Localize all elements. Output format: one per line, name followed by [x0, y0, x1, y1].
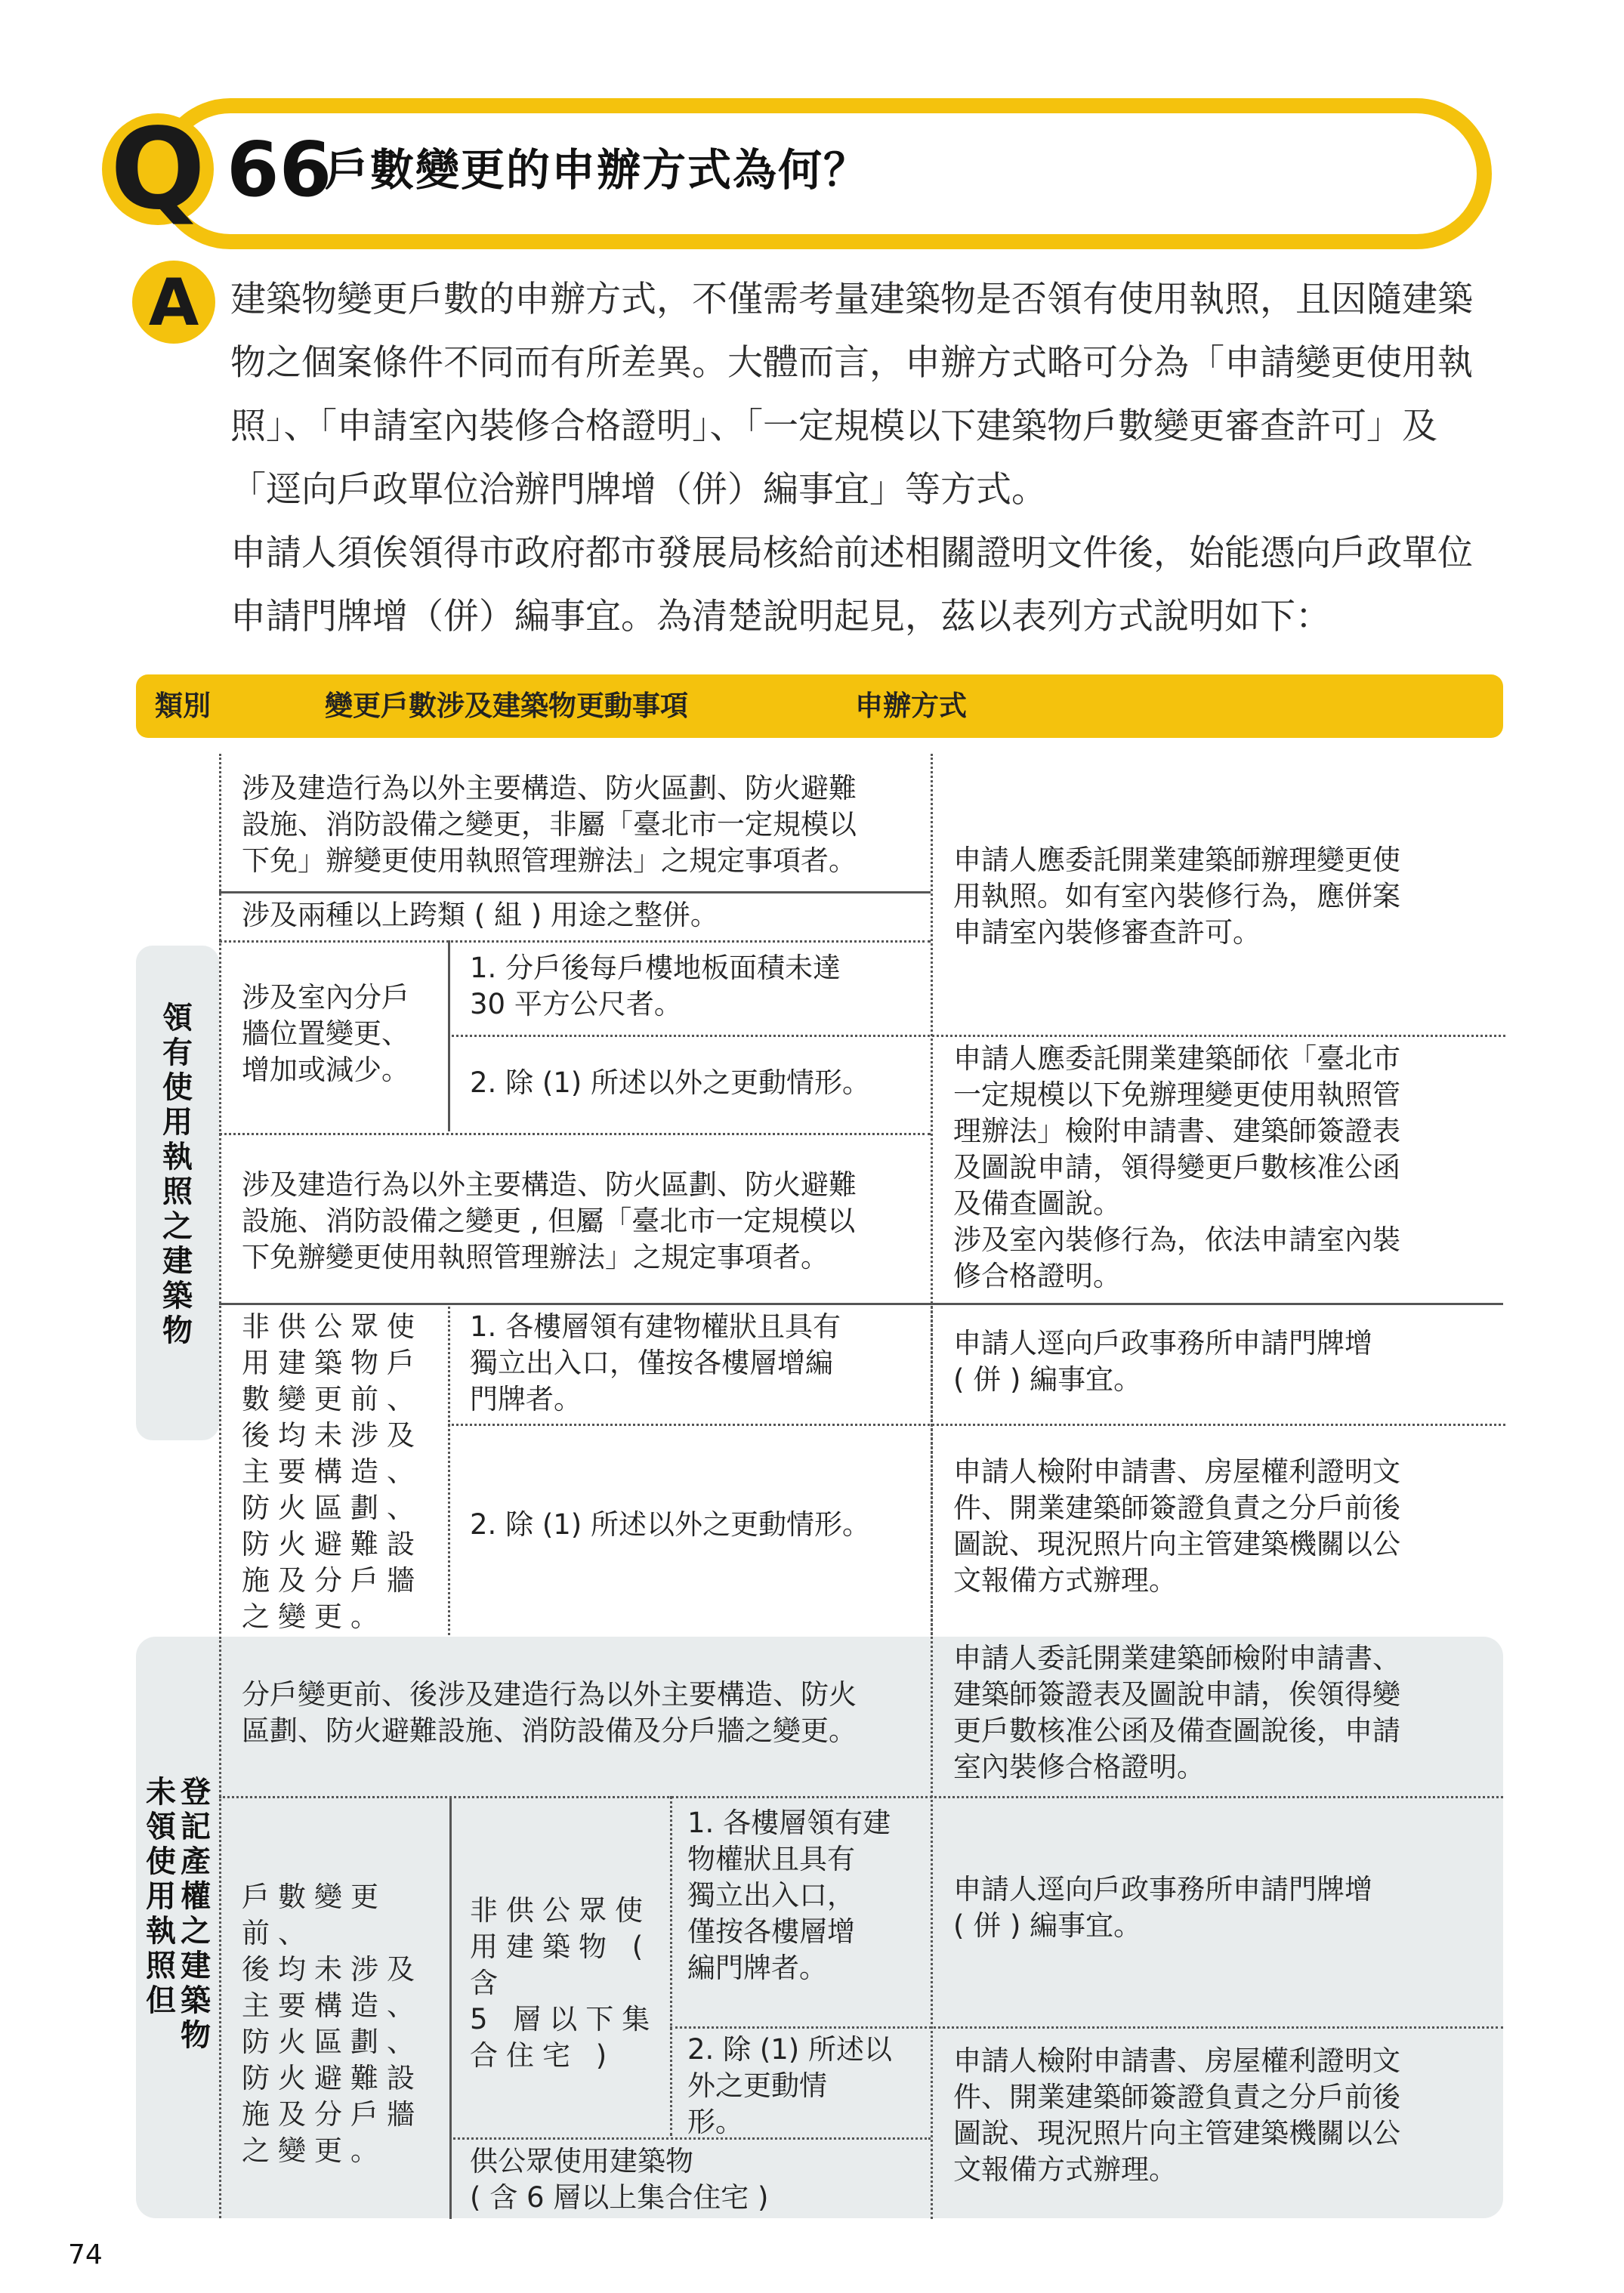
grid-line — [219, 1796, 1503, 1798]
cell-floor-title-entrance — [470, 1309, 923, 1418]
grid-line — [670, 2026, 1503, 2029]
text-line: 理辦法」檢附申請書、建築師簽證表 — [953, 1115, 1400, 1147]
text-line: 登 — [181, 1775, 211, 1810]
text-line: 施及分戶牆 — [242, 1564, 423, 1597]
category-label-licensed — [144, 1001, 211, 1348]
text-line: 使 — [162, 1070, 193, 1105]
cell-use-merge: 涉及兩種以上跨類 ( 組 ) 用途之整併。 — [242, 899, 718, 931]
cell-public-building — [470, 2143, 923, 2216]
text-line: 2. 除 (1) 所述以 — [687, 2033, 892, 2066]
text-line: 築 — [181, 1983, 211, 2018]
text-line: 外之更動情 — [687, 2069, 827, 2102]
text-line: 使 — [146, 1844, 176, 1879]
text-line: 用建築物戶 — [242, 1347, 423, 1379]
cell-lines — [953, 1640, 1497, 1785]
method-architect-permit — [953, 1640, 1497, 1785]
grid-line — [219, 891, 931, 893]
text-line: ( 含 6 層以上集合住宅 ) — [470, 2181, 769, 2214]
text-line: 涉及室內分戶 — [242, 981, 409, 1014]
cell-lines — [953, 1325, 1497, 1398]
question-number: 66 — [227, 125, 332, 214]
text-line: 形。 — [687, 2106, 743, 2138]
text-line: ( 併 ) 編事宜。 — [953, 1363, 1142, 1396]
cell-lines — [470, 2143, 923, 2216]
text-line: 建 — [181, 1949, 211, 1983]
text-line: 物 — [162, 1313, 193, 1348]
method-change-license — [953, 842, 1497, 951]
text-line: 用 — [162, 1105, 193, 1140]
method-file-report-b — [953, 2043, 1497, 2188]
text-line: 防火避難設 — [242, 2062, 423, 2094]
grid-line — [448, 1035, 1505, 1037]
text-line: 戶數變更前、 — [242, 1881, 387, 1949]
text-line: 之 — [162, 1209, 193, 1244]
text-line: 施及分戶牆 — [242, 2098, 423, 2131]
header-category: 類別 — [155, 690, 211, 722]
text-line: 1. 分戶後每戶樓地板面積未達 — [470, 952, 841, 984]
text-line: 文報備方式辦理。 — [953, 2153, 1177, 2186]
text-line: 申請人應委託開業建築師辦理變更使 — [953, 844, 1400, 876]
text-line: 權 — [181, 1879, 211, 1914]
text-line: 建築師簽證表及圖說申請，俟領得變 — [953, 1678, 1400, 1711]
text-line: 設施、消防設備之變更，非屬「臺北市一定規模以 — [242, 808, 857, 841]
text-line: 照 — [162, 1174, 193, 1209]
text-line: 非供公眾使 — [470, 1894, 651, 1927]
text-line: 執 — [146, 1914, 176, 1949]
text-line: 獨立出入口， — [687, 1879, 855, 1912]
cell-lines — [953, 1041, 1497, 1295]
text-line: 之變更。 — [242, 1600, 387, 1633]
text-line: 領 — [162, 1001, 193, 1035]
cell-area-under-30 — [470, 950, 923, 1023]
text-line: 主要構造、 — [242, 1455, 423, 1488]
text-line: 涉及建造行為以外主要構造、防火區劃、防火避難 — [242, 1168, 857, 1201]
text-line: 室內裝修合格證明。 — [953, 1751, 1205, 1783]
cell-lines — [470, 1893, 674, 2074]
cell-nonpublic-building-a — [242, 1309, 461, 1635]
text-line: 領 — [146, 1810, 176, 1844]
cell-partition-wall-change — [242, 980, 446, 1088]
text-line: 防火避難設 — [242, 1528, 423, 1560]
cell-floor-title-entrance-b — [687, 1805, 929, 1986]
cell-lines — [242, 1309, 461, 1635]
cell-lines — [953, 1454, 1497, 1599]
category-label-chars — [144, 1001, 211, 1348]
answer-paragraph-2: 申請人須俟領得市政府都市發展局核給前述相關證明文件後，始能憑向戶政單位申請門牌增（併）編事宜。為清楚說明起見，茲以表列方式說明如下： — [230, 532, 1473, 637]
text-line: 數變更前、 — [242, 1383, 423, 1415]
cell-lines — [242, 980, 446, 1088]
method-household-office-a — [953, 1325, 1497, 1398]
text-line: 築 — [162, 1279, 193, 1313]
text-line: ( 併 ) 編事宜。 — [953, 1909, 1142, 1942]
text-line: 件、開業建築師簽證負責之分戶前後 — [953, 2081, 1400, 2113]
text-line: 合住宅 ) — [470, 2039, 616, 2072]
text-line: 之 — [181, 1914, 211, 1949]
text-line: 後均未涉及 — [242, 1419, 423, 1452]
cell-structural-change-exempt — [242, 1167, 922, 1276]
text-line: 用 — [146, 1879, 176, 1914]
text-line: 申請人逕向戶政事務所申請門牌增 — [953, 1327, 1372, 1359]
text-line: 1. 各樓層領有建 — [687, 1807, 891, 1839]
text-line: 僅按各樓層增 — [687, 1915, 855, 1948]
question-title: 戶數變更的申辦方式為何？ — [325, 144, 869, 196]
text-line: 執 — [162, 1140, 193, 1174]
text-line: 5 層以下集 — [470, 2003, 659, 2035]
text-line: 更戶數核准公函及備查圖說後，申請 — [953, 1714, 1400, 1747]
text-line: 文報備方式辦理。 — [953, 1564, 1177, 1597]
text-line: 區劃、防火避難設施、消防設備及分戶牆之變更。 — [242, 1714, 857, 1747]
text-line: 下免辦變更使用執照管理辦法」之規定事項者。 — [242, 1241, 829, 1273]
cell-nonpublic-building-b — [470, 1893, 674, 2074]
text-line: 涉及建造行為以外主要構造、防火區劃、防火避難 — [242, 772, 857, 804]
cell-no-structural-change — [242, 1879, 453, 2169]
text-line: 牆位置變更、 — [242, 1017, 409, 1050]
cell-lines — [953, 842, 1497, 951]
answer-letter: A — [148, 265, 199, 341]
text-line: 增加或減少。 — [242, 1054, 409, 1086]
text-line: 申請人檢附申請書、房屋權利證明文 — [953, 1455, 1400, 1488]
text-line: 用建築物 ( 含 — [470, 1930, 652, 1999]
text-line: 未 — [146, 1775, 176, 1810]
text-line: 件、開業建築師簽證負責之分戶前後 — [953, 1492, 1400, 1524]
cell-lines — [242, 1167, 922, 1276]
question-letter: Q — [110, 104, 205, 234]
text-line: 一定規模以下免辦理變更使用執照管 — [953, 1079, 1400, 1111]
cell-other-changes-b: 2. 除 (1) 所述以外之更動情形。 — [470, 1508, 870, 1541]
text-line: 供公眾使用建築物 — [470, 2145, 693, 2177]
text-line: 主要構造、 — [242, 1989, 423, 2022]
header-method: 申辦方式 — [855, 690, 967, 722]
header-items: 變更戶數涉及建築物更動事項 — [325, 690, 688, 722]
answer-text — [230, 268, 1503, 649]
cell-lines — [687, 1805, 929, 1986]
grid-line — [219, 940, 931, 943]
text-line: 設施、消防設備之變更 , 但屬「臺北市一定規模以 — [242, 1205, 856, 1237]
cell-lines — [953, 2043, 1497, 2188]
text-line: 照 — [146, 1949, 176, 1983]
text-line: 用執照。如有室內裝修行為，應併案 — [953, 880, 1400, 912]
text-line: 申請人檢附申請書、房屋權利證明文 — [953, 2045, 1400, 2077]
text-line: 物 — [181, 2018, 211, 2053]
category-label-unlicensed-col2 — [178, 1775, 213, 2053]
text-line: 涉及室內裝修行為，依法申請室內裝 — [953, 1224, 1400, 1256]
method-household-office-b — [953, 1872, 1497, 1944]
text-line: 編門牌者。 — [687, 1952, 827, 1984]
text-line: 防火區劃、 — [242, 2026, 423, 2058]
text-line: 1. 各樓層領有建物權狀且具有 — [470, 1310, 841, 1343]
grid-line — [931, 1303, 933, 1635]
text-line: 申請人應委託開業建築師依「臺北市 — [953, 1042, 1400, 1075]
text-line: 申請人逕向戶政事務所申請門牌增 — [953, 1873, 1372, 1906]
text-line: 圖說、現況照片向主管建築機關以公 — [953, 2117, 1400, 2149]
grid-line — [448, 1424, 1505, 1426]
cell-structural-change-nonexempt — [242, 770, 922, 879]
page-number: 74 — [68, 2239, 103, 2270]
text-line: 修合格證明。 — [953, 1260, 1121, 1292]
text-line: 但 — [146, 1983, 176, 2018]
grid-line — [219, 1637, 221, 2218]
grid-line — [219, 1303, 1503, 1305]
text-line: 建 — [162, 1244, 193, 1279]
method-small-scale-permit — [953, 1041, 1497, 1295]
text-line: 分戶變更前、後涉及建造行為以外主要構造、防火 — [242, 1678, 857, 1711]
cell-lines — [687, 2032, 929, 2140]
cell-other-changes-c — [687, 2032, 929, 2140]
text-line: 物權狀且具有 — [687, 1843, 855, 1875]
cell-lines — [953, 1872, 1497, 1944]
text-line: 有 — [162, 1035, 193, 1070]
cell-lines — [470, 950, 923, 1023]
text-line: 下免」辦變更使用執照管理辦法」之規定事項者。 — [242, 844, 857, 877]
cell-lines — [242, 1677, 922, 1749]
text-line: 記 — [181, 1810, 211, 1844]
answer-paragraph-1: 建築物變更戶數的申辦方式，不僅需考量建築物是否領有使用執照，且因隨建築物之個案條件不同而有所差異。大體而言，申辦方式略可分為「申請變更使用執照」、「申請室內裝修合格證明」、「一定規模以下建築物戶數變更審查許可」及「逕向戶政單位洽辦門牌增（併）編事宜」等方式。 — [230, 279, 1473, 511]
text-line: 獨立出入口，僅按各樓層增編 — [470, 1347, 833, 1379]
text-line: 30 平方公尺者。 — [470, 988, 682, 1020]
cell-lines — [470, 1309, 923, 1418]
cell-lines — [242, 1879, 453, 2169]
text-line: 及圖說申請，領得變更戶數核准公函 — [953, 1151, 1400, 1184]
text-line: 之變更。 — [242, 2134, 387, 2167]
text-line: 門牌者。 — [470, 1383, 582, 1415]
grid-line — [219, 754, 221, 1634]
text-line: 申請室內裝修審查許可。 — [953, 916, 1261, 949]
cell-other-changes-a: 2. 除 (1) 所述以外之更動情形。 — [470, 1066, 870, 1099]
text-line: 產 — [181, 1844, 211, 1879]
text-line: 及備查圖說。 — [953, 1187, 1121, 1220]
category-label-chars — [178, 1775, 213, 2053]
grid-line — [219, 1133, 931, 1135]
text-line: 非供公眾使 — [242, 1310, 423, 1343]
cell-lines — [242, 770, 922, 879]
method-file-report-a — [953, 1454, 1497, 1599]
cell-structural-change-unlicensed — [242, 1677, 922, 1749]
text-line: 後均未涉及 — [242, 1953, 423, 1986]
text-line: 申請人委託開業建築師檢附申請書、 — [953, 1642, 1400, 1674]
category-label-unlicensed-col1 — [144, 1775, 178, 2018]
text-line: 圖說、現況照片向主管建築機關以公 — [953, 1528, 1400, 1560]
text-line: 防火區劃、 — [242, 1492, 423, 1524]
category-label-chars — [144, 1775, 178, 2018]
